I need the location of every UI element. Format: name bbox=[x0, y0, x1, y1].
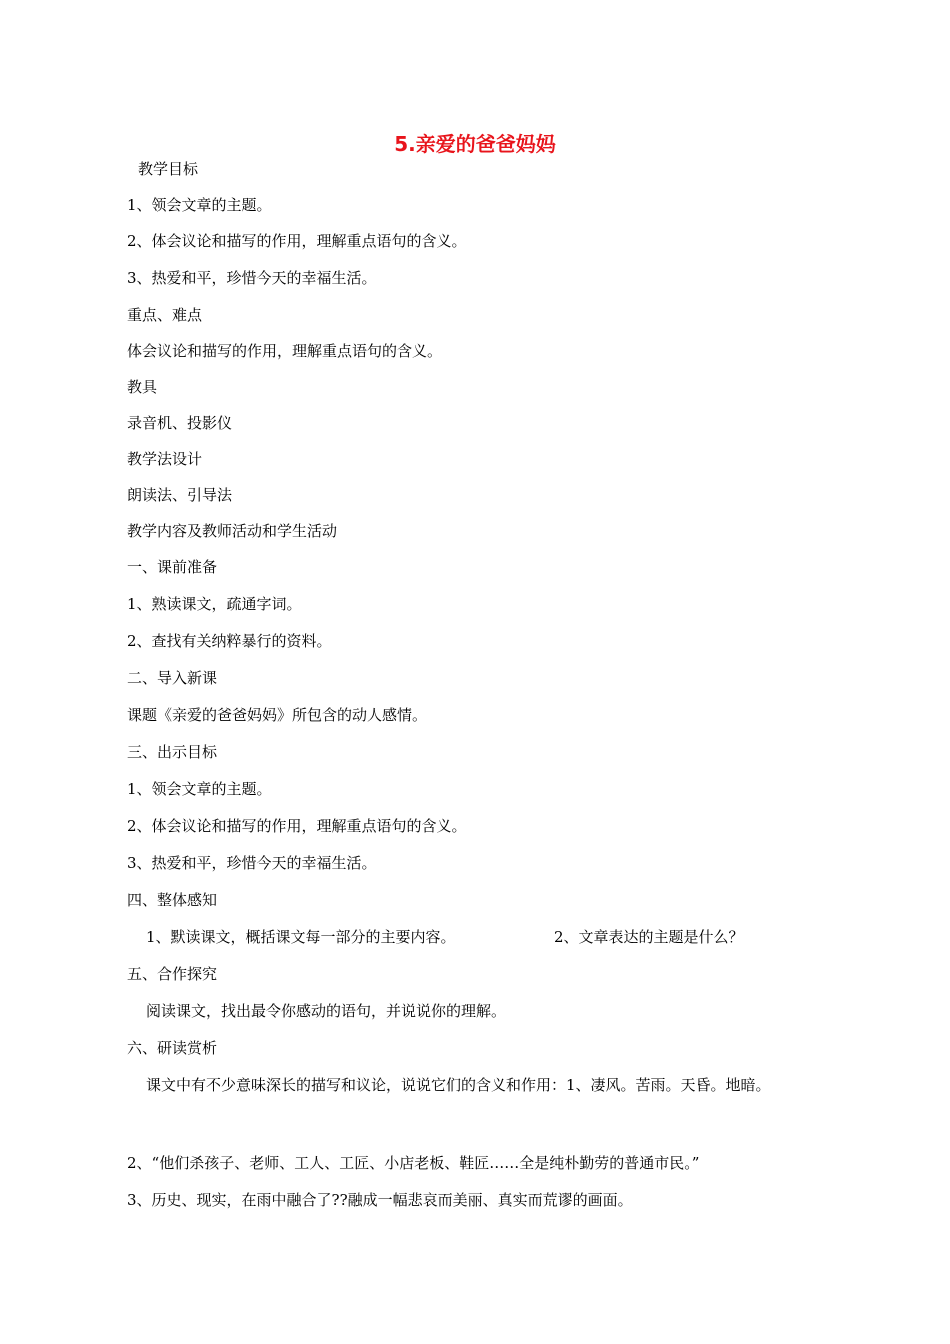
text-line: 1、领会文章的主题。 bbox=[127, 780, 272, 798]
text-line: 教学内容及教师活动和学生活动 bbox=[127, 522, 338, 540]
text-line: 1、默读课文，概括课文每一部分的主要内容。 bbox=[146, 928, 456, 946]
text-line: 教学法设计 bbox=[127, 450, 203, 468]
text-line: 2、查找有关纳粹暴行的资料。 bbox=[127, 632, 332, 650]
text-line: 六、研读赏析 bbox=[127, 1039, 218, 1057]
text-line: 一、课前准备 bbox=[127, 558, 218, 576]
text-line: 录音机、投影仪 bbox=[127, 414, 233, 432]
text-line: 阅读课文，找出最令你感动的语句，并说说你的理解。 bbox=[146, 1002, 507, 1020]
text-line: 2、文章表达的主题是什么？ bbox=[554, 928, 744, 946]
text-line: 2、“他们杀孩子、老师、工人、工匠、小店老板、鞋匠……全是纯朴勤劳的普通市民。” bbox=[127, 1154, 700, 1172]
text-line: 2、体会议论和描写的作用，理解重点语句的含义。 bbox=[127, 817, 467, 835]
text-line: 3、历史、现实，在雨中融合了??融成一幅悲哀而美丽、真实而荒谬的画面。 bbox=[127, 1191, 633, 1209]
text-line: 3、热爱和平，珍惜今天的幸福生活。 bbox=[127, 269, 377, 287]
text-line: 3、热爱和平，珍惜今天的幸福生活。 bbox=[127, 854, 377, 872]
document-title: 5.亲爱的爸爸妈妈 bbox=[394, 132, 556, 156]
text-line: 三、出示目标 bbox=[127, 743, 218, 761]
text-line: 五、合作探究 bbox=[127, 965, 218, 983]
text-line: 二、导入新课 bbox=[127, 669, 218, 687]
text-line: 体会议论和描写的作用，理解重点语句的含义。 bbox=[127, 342, 443, 360]
text-line: 1、领会文章的主题。 bbox=[127, 196, 272, 214]
text-line: 课题《亲爱的爸爸妈妈》所包含的动人感情。 bbox=[127, 706, 428, 724]
text-line: 课文中有不少意味深长的描写和议论，说说它们的含义和作用：1、凄风。苦雨。天昏。地暗。 bbox=[146, 1076, 771, 1094]
text-line: 朗读法、引导法 bbox=[127, 486, 233, 504]
text-line: 2、体会议论和描写的作用，理解重点语句的含义。 bbox=[127, 232, 467, 250]
text-line: 1、熟读课文，疏通字词。 bbox=[127, 595, 302, 613]
text-line: 四、整体感知 bbox=[127, 891, 218, 909]
text-line: 教学目标 bbox=[138, 160, 199, 178]
text-line: 重点、难点 bbox=[127, 306, 203, 324]
text-line: 教具 bbox=[127, 378, 158, 396]
